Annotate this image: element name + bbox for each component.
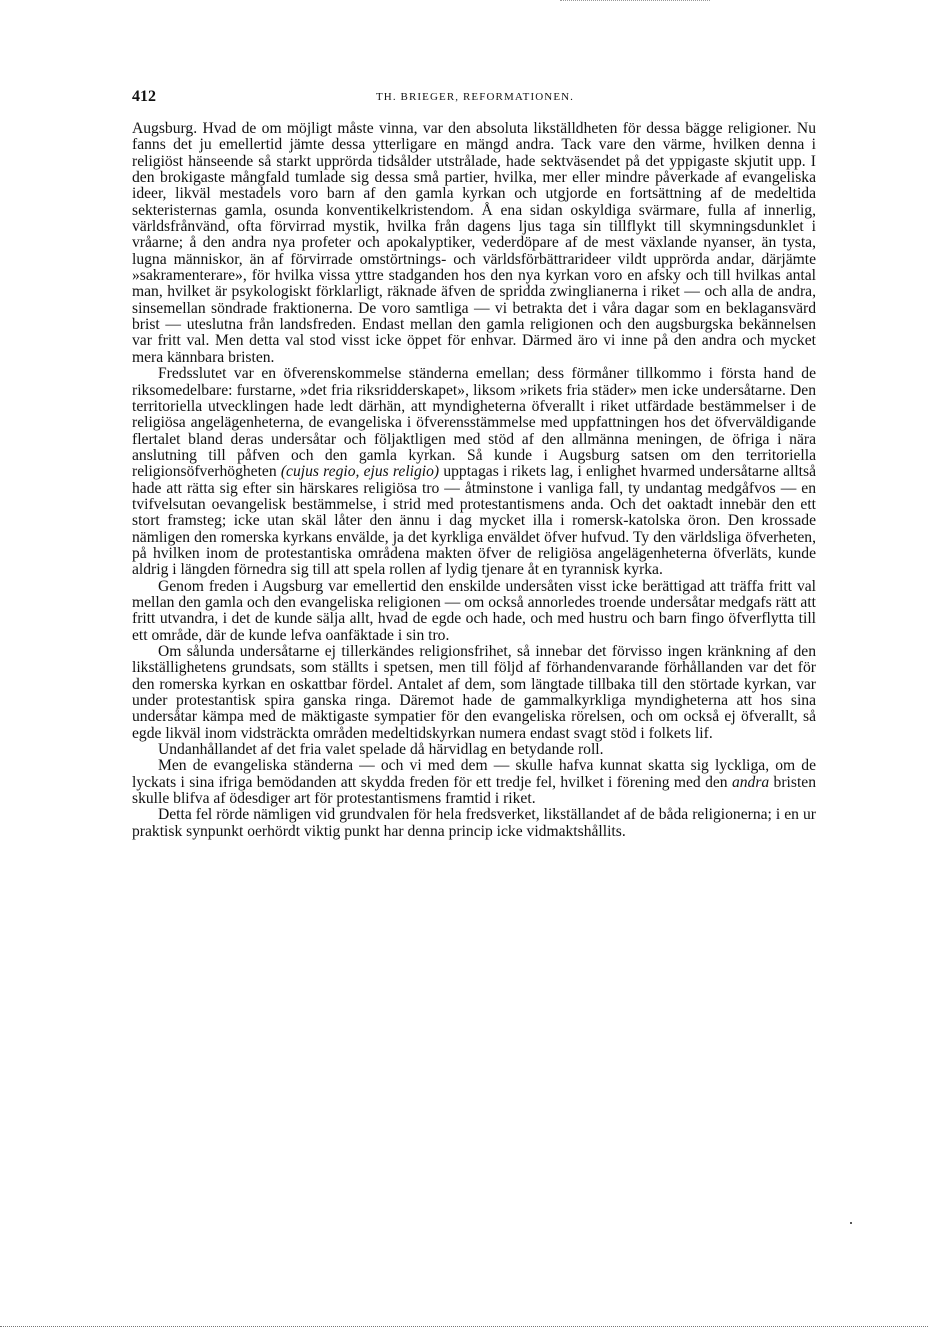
paragraph-7: [132, 807, 816, 840]
text-run: Detta fel rörde nämligen vid grundvalen för hela fredsverket, likställandet af de båda religionerna; i en ur praktisk synpunkt oerhördt viktig punkt har denna princip icke vidmaktshållits.: [132, 806, 816, 840]
paragraph-1: [132, 121, 816, 366]
paragraph-2: [132, 366, 816, 578]
text-run: Fredsslutet var en öfverenskommelse ständerna emellan; dess förmåner tillkommo i första hand de riksomedelbare: furstarne, »det fria riksridderskapet», liksom »rikets fria städer» men icke undersåtarne. Den territoriella utvecklingen hade ledt därhän, att myndigheterna öfverallt i riket utfärdade bestämmelser i de religiösa angelägenheterna, de evangeliska i öfverensstämmelse med uppfattningen hos det öfverväldigande flertalet bland deras undersåtar och följaktligen med stöd af den allmänna meningen, de öfriga i nära anslutning till påfven och den gamla kyrkan. Så kunde i Augsburg satsen om den territoriella religionsöfverhögheten: [132, 365, 816, 481]
italic-emphasis: andra: [731, 773, 770, 791]
text-run: Undanhållandet af det fria valet spelade då härvidlag en betydande roll.: [158, 741, 604, 759]
paragraph-4: [132, 644, 816, 742]
text-run: Genom freden i Augsburg var emellertid den enskilde undersåten visst icke berättigad att träffa fritt val mellan den gamla och den evangeliska religionen — om också annorledes troende undersåtar medgafs rätt att fritt utvandra, i det de kunde sälja allt, hvad de egde och hade, och med hustru och barn fingo öfverflytta till ett område, där de kunde lefva oanfäktade i sin tro.: [132, 577, 816, 644]
page-header: [132, 88, 818, 108]
text-run: Men de evangeliska ständerna — och vi med dem — skulle hafva kunnat skatta sig lyckliga, om de lyckats i sina ifriga bemödanden att skydda freden för ett tredje fel, hvilket i förening med den: [132, 757, 816, 791]
scan-speck: [850, 1222, 852, 1224]
paragraph-6: [132, 758, 816, 807]
italic-latin-phrase: (cujus regio, ejus religio): [280, 463, 440, 481]
text-run: bristen skulle blifva af ödesdiger art för protestantismens framtid i riket.: [132, 773, 816, 808]
top-edge-rule: [560, 0, 710, 1]
text-run: upptagas i rikets lag, i enlighet hvarmed undersåtarne alltså hade att rätta sig efter sin härskares religiösa tro — åtminstone i vanliga fall, ty undantag medgåfvos — en tvifvelsutan oevangelisk bestämmelse, i strid med protestantismens anda. Och det oaktadt innebär den ett stort framsteg; icke utan skäl låter den ännu i dag mycket illa i romersk-katolska öron. Den krossade nämligen den romerska kyrkans envälde, ja det kyrkliga enväldet öfver hufvud. Ty den världsliga öfverheten, på hvilken inom de protestantiska områdena makten öfver de religiösa angelägenheterna öfverläts, kunde aldrig i längden förnedra sig till att spela rollen af lydig tjenare åt en tyrannisk kyrka.: [132, 463, 817, 579]
paragraph-3: [132, 579, 816, 644]
page-number: 412: [132, 88, 156, 105]
text-run: Augsburg. Hvad de om möjligt måste vinna, var den absoluta likställdheten för dessa bägge religioner. Nu fanns det ju emellertid jämte dessa ytterligare en mängd andra. Tack vare den värme, hvilken denna i religiöst hänseende så starkt upprörda tidsålder utstrålade, hade sektväsendet på det yppigaste skjutit upp. I den brokigaste mångfald tumlade sig dessa små partier, hvilka, mer eller mindre påverkade af evangeliska ideer, likväl mestadels voro barn af den gamla kyrkan och utgjorde en fortsättning af de medeltida sekteristernas gamla, osunda konventikelkristendom. Å ena sidan oskyldiga svärmare, fulla af innerlig, världsfrånvänd, ofta förvirrad mystik, hvilka från dagens ljus taga sin tillflykt till skymningsdunklet i vråarne; å den andra nya profeter och apokalyptiker, vederdöpare af de mest växlande nyanser, än tysta, lugna människor, än af förvirrade omstörtnings- och världsförbättrarideer vildt upprörda andar, därjämte »sakramenterare», för hvilka vissa yttre stadganden hos den nya kyrkan voro en afsky och till hvilkas antal man, hvilket är psykologiskt förklarligt, räknade äfven de spridda zwinglianerna i riket — och alla de andra, sinsemellan söndrade fraktionerna. De voro samtliga — vi betrakta det i våra dagar som en beklagansvärd brist — uteslutna från landsfreden. Endast mellan den gamla religionen och den augsburgska bekännelsen var fritt val. Men detta val stod visst icke öppet för enhvar. Därmed äro vi inne på den andra och mycket mera kännbara bristen.: [132, 120, 816, 366]
body-text: [132, 121, 816, 840]
paragraph-5: [132, 742, 816, 758]
bottom-edge-rule: [0, 1326, 928, 1327]
running-head: TH. BRIEGER, REFORMATIONEN.: [375, 91, 575, 103]
text-run: Om sålunda undersåtarne ej tillerkändes religionsfrihet, så innebar det förvisso ingen kränkning af den likställighetens grundsats, som ställts i spetsen, men till följd af förhandenvarande förhållanden var det för den romerska kyrkan en oskattbar fördel. Antalet af dem, som längtade tillbaka till den störtade kyrkan, var under protestantisk spira ganska ringa. Däremot hade de gammalkyrkliga myndigheterna att hos sina undersåtar kämpa med de mäktigaste sympatier för den evangeliska rörelsen, och om också ej öfverallt, så egde likväl inom vidsträckta områden medeltidskyrkan numera endast svagt stöd i folkets lif.: [132, 643, 816, 742]
